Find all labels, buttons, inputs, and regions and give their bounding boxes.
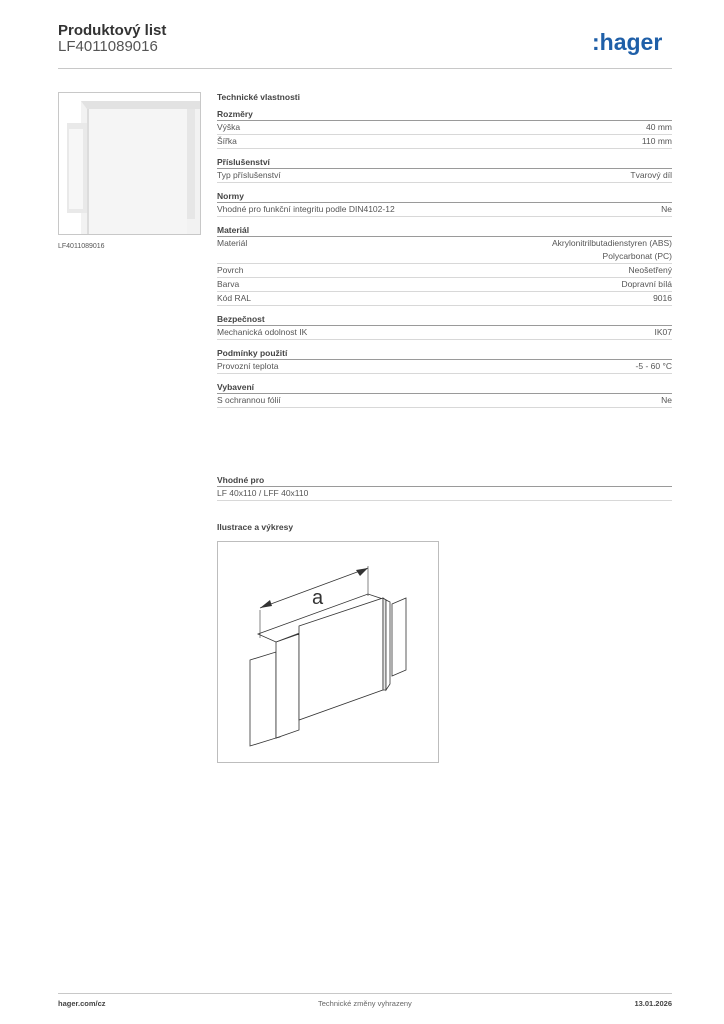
group-title: Příslušenství: [217, 156, 672, 169]
technical-specs: [217, 92, 672, 415]
hager-logo: [592, 28, 674, 58]
spec-label: Vhodné pro funkční integritu podle DIN4102-12: [217, 204, 395, 214]
group-title: Vybavení: [217, 381, 672, 394]
photo-caption: LF4011089016: [58, 243, 105, 250]
footer-note: Technické změny vyhrazeny: [318, 999, 412, 1008]
product-code: LF4011089016: [58, 38, 158, 55]
group-title: Rozměry: [217, 108, 672, 121]
spec-value: -5 - 60 °C: [635, 361, 672, 371]
page-title: Produktový list: [58, 22, 167, 39]
product-photo: [58, 92, 201, 235]
spec-row: [217, 278, 672, 292]
spec-row: [217, 326, 672, 340]
spec-value: Neošetřený: [628, 265, 672, 275]
spec-value: Ne: [661, 204, 672, 214]
footer-divider: [58, 993, 672, 994]
spec-group-standards: [217, 190, 672, 217]
spec-group-material: [217, 224, 672, 306]
illustration-title: Ilustrace a výkresy: [217, 522, 294, 532]
spec-label: Materiál: [217, 238, 248, 248]
suitable-value: LF 40x110 / LFF 40x110: [217, 488, 309, 498]
spec-value: Dopravní bílá: [621, 279, 672, 289]
spec-value: 40 mm: [646, 122, 672, 132]
spec-row: [217, 237, 672, 264]
spec-label: Šířka: [217, 136, 237, 146]
group-title: Vhodné pro: [217, 474, 672, 487]
spec-label: Kód RAL: [217, 293, 252, 303]
spec-row: [217, 394, 672, 408]
group-title: Podmínky použití: [217, 347, 672, 360]
specs-heading: Technické vlastnosti: [217, 92, 300, 102]
spec-value-line: Polycarbonat (PC): [602, 251, 672, 261]
spec-row: [217, 203, 672, 217]
spec-group-equipment: [217, 381, 672, 408]
spec-value: 9016: [653, 293, 672, 303]
spec-row: [217, 169, 672, 183]
spec-value: [552, 237, 672, 263]
spec-label: Provozní teplota: [217, 361, 279, 371]
footer-date: 13.01.2026: [634, 999, 672, 1008]
spec-label: Barva: [217, 279, 240, 289]
spec-label: Povrch: [217, 265, 244, 275]
suitable-for-section: [217, 474, 672, 501]
spec-value: Tvarový díl: [630, 170, 672, 180]
spec-label: Výška: [217, 122, 241, 132]
spec-value: IK07: [654, 327, 672, 337]
svg-text::hager: :hager: [592, 29, 663, 55]
spec-value: Ne: [661, 395, 672, 405]
dimension-label: a: [312, 587, 324, 609]
group-title: Materiál: [217, 224, 672, 237]
spec-row: [217, 292, 672, 306]
spec-group-dimensions: [217, 108, 672, 149]
spec-row: [217, 360, 672, 374]
spec-value: 110 mm: [641, 136, 672, 146]
spec-row: [217, 487, 672, 501]
technical-drawing: [217, 541, 439, 763]
spec-group-safety: [217, 313, 672, 340]
spec-row: [217, 135, 672, 149]
spec-row: [217, 121, 672, 135]
spec-label: Typ příslušenství: [217, 170, 281, 180]
spec-label: Mechanická odolnost IK: [217, 327, 308, 337]
group-title: Normy: [217, 190, 672, 203]
spec-group-accessories: [217, 156, 672, 183]
footer-website[interactable]: hager.com/cz: [58, 999, 106, 1008]
group-title: Bezpečnost: [217, 313, 672, 326]
spec-label: S ochrannou fólií: [217, 395, 281, 405]
spec-group-conditions: [217, 347, 672, 374]
spec-value-line: Akrylonitrilbutadienstyren (ABS): [552, 238, 672, 248]
spec-row: [217, 264, 672, 278]
header-divider: [58, 68, 672, 69]
